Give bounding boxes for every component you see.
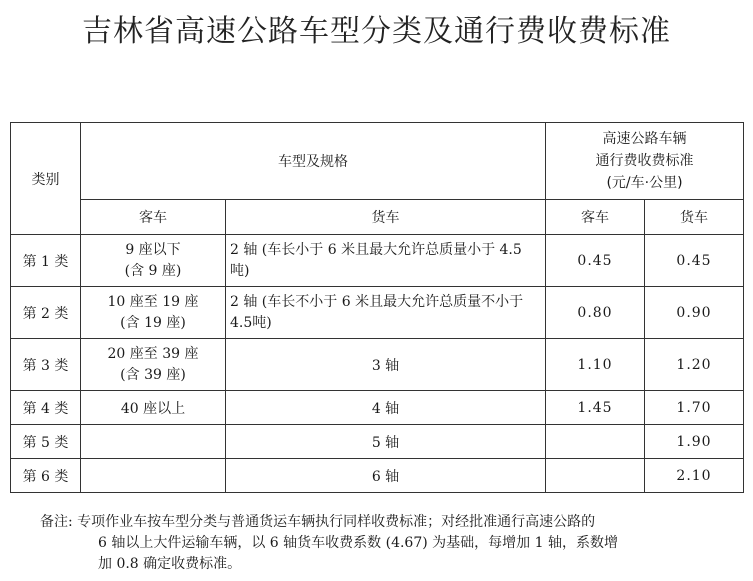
row-truck-spec: 2 轴 (车长小于 6 米且最大允许总质量小于 4.5吨) [226,235,546,287]
table-row [11,339,744,391]
table-row [11,287,744,339]
row-bus-fee: 1.45 [546,391,645,425]
row-bus-spec [81,287,226,339]
row-truck-fee: 1.90 [645,425,744,459]
row-truck-fee: 1.70 [645,391,744,425]
header-fee-standard-line1: 高速公路车辆 [602,131,687,147]
row-bus-spec [81,425,226,459]
row-truck-fee: 0.90 [645,287,744,339]
row-category: 第 3 类 [11,339,81,391]
table-subheader-row [11,200,744,235]
footnote-line1: 专项作业车按车型分类与普通货运车辆执行同样收费标准；对经批准通行高速公路的 [77,514,596,530]
footnote-line3: 加 0.8 确定收费标准。 [98,556,242,572]
row-bus-spec-line1: 10 座至 19 座 [107,293,199,310]
row-truck-spec: 6 轴 [226,459,546,493]
row-truck-fee: 1.20 [645,339,744,391]
header-truck: 货车 [226,200,546,235]
row-bus-fee: 0.80 [546,287,645,339]
page-title: 吉林省高速公路车型分类及通行费收费标准 [82,14,671,49]
header-fee-standard-line3: (元/车·公里) [606,175,683,191]
row-bus-spec-line2: (含 9 座) [124,262,182,279]
row-bus-spec [81,339,226,391]
footnote-line2: 6 轴以上大件运输车辆，以 6 轴货车收费系数 (4.67) 为基础，每增加 1 轴，系数增 [98,535,618,551]
table-row [11,235,744,287]
header-vehicle-spec: 车型及规格 [81,123,546,200]
row-bus-spec: 40 座以上 [81,391,226,425]
header-category: 类别 [11,123,81,235]
row-bus-spec-line2: (含 39 座) [120,366,186,383]
table-row [11,425,744,459]
row-truck-spec: 5 轴 [226,425,546,459]
row-bus-fee [546,425,645,459]
footnote [40,512,745,575]
row-bus-fee: 1.10 [546,339,645,391]
row-bus-spec-line1: 9 座以下 [125,241,181,258]
header-fee-standard-line2: 通行费收费标准 [595,153,694,169]
row-bus-spec-line2: (含 19 座) [120,314,186,331]
header-bus-fee: 客车 [546,200,645,235]
row-category: 第 2 类 [11,287,81,339]
row-bus-fee: 0.45 [546,235,645,287]
row-truck-spec: 4 轴 [226,391,546,425]
table-header-row [11,123,744,200]
row-truck-fee: 0.45 [645,235,744,287]
footnote-label: 备注: [40,514,73,530]
row-bus-spec-line1: 20 座至 39 座 [107,345,199,362]
header-fee-standard [546,123,744,200]
row-bus-spec [81,235,226,287]
header-bus: 客车 [81,200,226,235]
row-truck-fee: 2.10 [645,459,744,493]
row-bus-fee [546,459,645,493]
toll-fee-table [10,122,744,493]
table-row [11,391,744,425]
row-category: 第 4 类 [11,391,81,425]
row-bus-spec [81,459,226,493]
row-truck-spec: 2 轴 (车长不小于 6 米且最大允许总质量不小于 4.5吨) [226,287,546,339]
row-truck-spec: 3 轴 [226,339,546,391]
header-truck-fee: 货车 [645,200,744,235]
table-row [11,459,744,493]
row-category: 第 6 类 [11,459,81,493]
row-category: 第 5 类 [11,425,81,459]
row-category: 第 1 类 [11,235,81,287]
